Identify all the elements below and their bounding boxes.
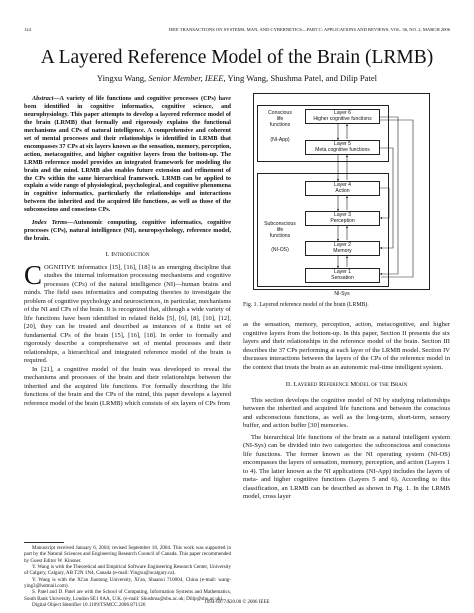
layer-4-desc: Action [335,188,350,195]
issn-line: 1094-6977/$20.00 © 2006 IEEE [204,600,270,605]
layer-1-desc: Sensation [331,275,354,282]
left-column [24,95,231,408]
ni-sys-label: NI-Sys [334,291,350,297]
section-2-number: II. [285,381,294,388]
index-terms-text: —Autonomic computing, cognitive informatics, cognitive processes (CPs), natural intelligence (NI), neuropsychology, reference model, the brain. [24,219,231,243]
author-line [0,73,474,83]
index-terms-label: Index Terms [32,219,68,227]
doi: Digital Object Identifier 10.1109/TSMCC.2006.871126 [32,602,146,609]
footnote-author-1: Y. Wang is with the Theoretical and Empirical Software Engineering Research Center, University of Calgary, Calgary, AB T2N 1N4, Canada (e-mail: Yingxu@ucalgary.ca). [24,564,231,577]
right-paragraph-2: This section develops the cognitive model of NI by studying relationships between the inherited and acquired life functions and between the conscious and subconscious functions, as well as the long-term, short-term, sensory buffer, and action buffer [30] memories. [243,396,450,429]
right-paragraph-1: as the sensation, memory, perception, action, metacognitive, and higher cognitive layers from the bottom-up. In this paper, Section II presents the six layers and their relationships in the reference model of the brain. Section III describes the 37 CPs performing at each layer of the LRMB model. Section IV discusses interactions between the layers of the CPs of the reference model in the context that treats the brain as an autonomic real-time intelligent system. [243,321,450,371]
right-paragraph-3: The hierarchical life functions of the brain as a natural intelligent system (NI-Sys) can be divided into two categories: the subconscious and conscious life functions. The former known as the NI operating system (NI-OS) encompasses the layers of sensation, memory, perception, and action (Layers 1 to 4). The latter known as the NI applications (NI-App) includes the layers of meta- and higher cognitive functions (Layers 5 and 6). According to this classification, an LRMB can be described as shown in Fig. 1. In the LRMB model, cross layer [243,433,450,500]
intro-paragraph-1 [24,259,231,366]
layer-3-name: Layer 3 [334,212,351,218]
footnote [24,545,231,608]
ni-os-label: (NI-OS) [271,247,289,253]
abstract [24,95,231,214]
section-1-heading [24,251,231,260]
layer-1-name: Layer 1 [334,269,351,275]
ni-app-label: (NI-App) [270,137,290,143]
figure-1 [243,93,450,318]
paper-title: A Layered Reference Model of the Brain (LRMB) [40,47,434,68]
intro-lead-word: OGNITIVE [44,263,76,271]
layer-2-desc: Memory [333,248,352,255]
layer-2-name: Layer 2 [334,242,351,248]
intro-p1-text: informatics [15], [16], [18] is an emerging discipline that studies the internal information processing mechanisms and cognitive processes (CPs) of the natural intelligence (NI)—human brains and minds. The field uses informatics and computing theories to investigate the problem of cognitive psychology and neurosciences, in particular, mechanisms of the NI and CPs of the brain. It is recognized that, although a wide variety of life functions have been identified in related fields [5], [6], [8], [10], [12], [20], they can be treated and described as instances of a finite set of fundamental CPs of the brain [15], [16], [18]. In order to formally and rigorously describe a comprehensive set of mental processes and their relationships, a hierarchical and integrated reference model of the brain is required. [24,263,231,365]
layer-6-desc: Higher cognitive functions [313,116,372,123]
author-1-role: Senior Member, IEEE [148,73,224,83]
section-1-title: Introduction [111,251,150,259]
journal-header: IEEE TRANSACTIONS ON SYSTEMS, MAN, AND CYBERNETICS—PART C: APPLICATIONS AND REVIEWS, VOL. 36, NO. 2, MARCH 2006 [168,27,450,32]
intro-paragraph-2: In [21], a cognitive model of the brain was developed to reveal the mechanisms and processes of the brain and their relationships between the inherited and the acquired life functions. For formally describing the life functions of the brain and the CPs of the mind, this paper develops a layered reference model of the brain (LRMB) which consists of six layers of CPs from [24,365,231,407]
layer-3-desc: Perception [330,218,355,225]
layer-arrows [243,93,450,293]
layer-6-name: Layer 6 [334,110,351,116]
section-1-number: I. [105,251,112,259]
conscious-label: Conscious life functions [268,110,292,129]
author-rest: , Ying Wang, Shushma Patel, and Dilip Patel [223,73,378,83]
abstract-label: Abstract [32,95,54,102]
footnote-received: Manuscript received January 6, 2004; revised September 18, 2004. This work was supported in part by the Natural Sciences and Engineering Research Council of Canada. This paper recommended by Guest Editor W. Kinsner. [24,545,231,564]
index-terms [24,219,231,243]
layer-5-name: Layer 5 [334,141,351,147]
layer-4-name: Layer 4 [334,182,351,188]
right-column [243,321,450,502]
drop-cap: C [24,259,43,290]
footnote-author-2: Y. Wang is with the Xi'an Jiaotong University, Xi'an, Shaanxi 710004, China (e-mail: wang-ying3@hotmail.com). [24,576,231,590]
section-2-title: Layered Reference Model of the Brain [293,381,408,388]
figure-caption: Fig. 1. Layered reference model of the brain (LRMB). [243,302,369,308]
footnote-author-3: S. Patel and D. Patel are with the School of Computing, Information Systems and Mathematics, South Bank University, London SE1 0AA, U.K. (e-mail: Shushma@sbu.ac.uk; Dilip@sbu.ac.uk). [24,589,231,602]
section-2-heading [243,381,450,390]
layer-5-desc: Meta cognitive functions [315,147,370,154]
author-1: Yingxu Wang, [96,73,149,83]
subconscious-label: Subconscious life functions [264,221,296,240]
page-number: 124 [24,27,31,32]
footnote-rule [24,542,64,543]
abstract-text: —A variety of life functions and cognitive processes (CPs) have been identified in cognitive informatics, cognitive science, and neurophysiology. This paper attempts to develop a layered reference model of the brain (LRMB) that formally and rigorously explains the functional mechanisms and CPs of natural intelligence. A comprehensive and coherent set of mental processes and their relationships is identified in LRMB that encompasses 37 CPs at six layers known as the sensation, memory, perception, action, metacognitive, and higher cognitive layers from the bottom-up. The LRMB reference model provides an integrated framework for modeling the brain and the mind. LRMB also enables future extension and refinement of the CPs within the same hierarchical framework. LRMB can be applied to explain a wide range of physiological, psychological, and cognitive phenomena in cognitive informatics, particularly the relationships and interactions between the inherited and the acquired life functions, as well as those of the subconscious and conscious CPs. [24,95,231,214]
